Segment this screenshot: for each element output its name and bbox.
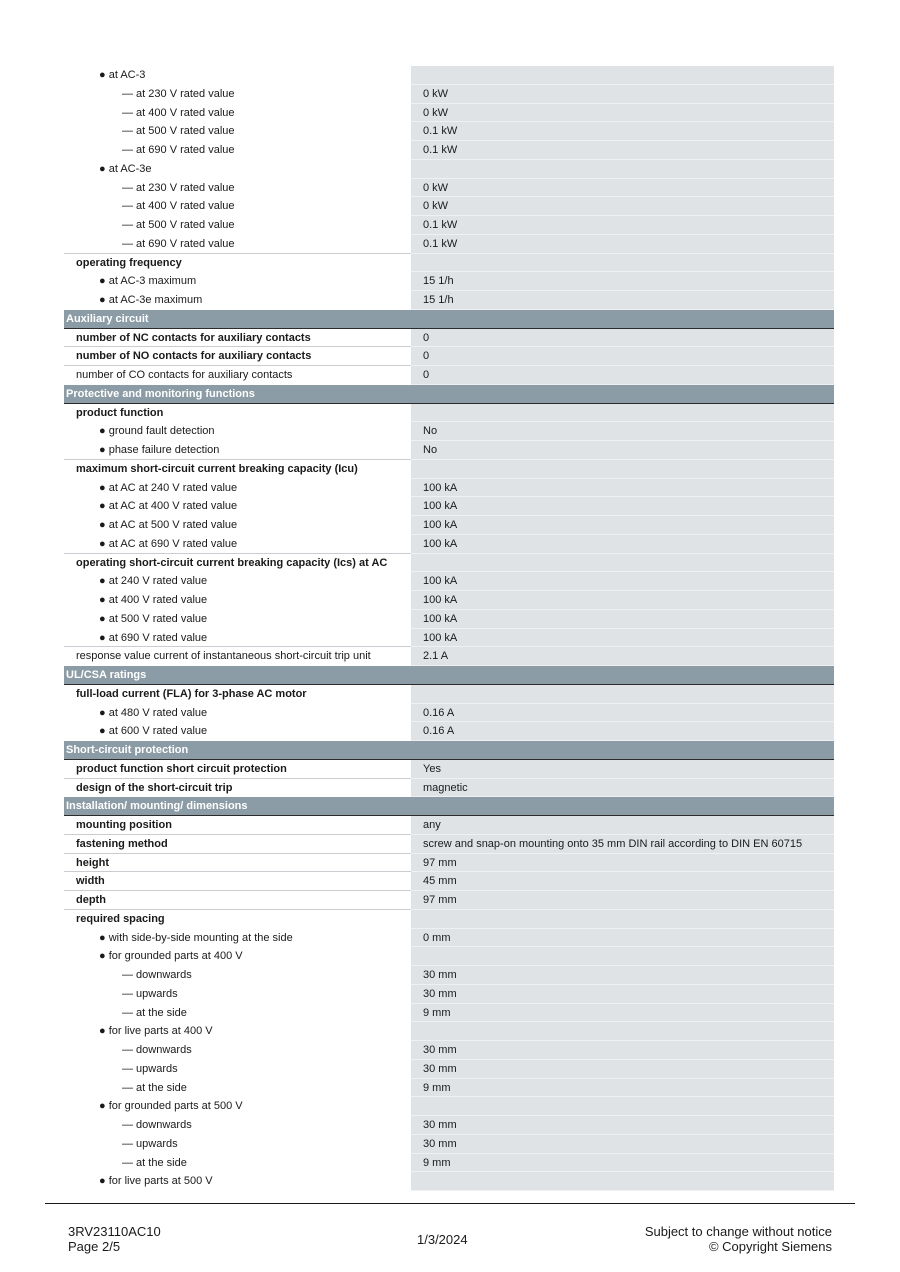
spec-label: — at the side [122,1081,187,1094]
spec-row [64,554,834,573]
spec-value: 30 mm [411,985,834,1004]
spec-row [64,497,834,516]
spec-row [64,366,834,385]
spec-value: 100 kA [411,629,834,648]
spec-label: required spacing [76,912,165,925]
spec-value: 0.1 kW [411,235,834,254]
section-title: Installation/ mounting/ dimensions [66,800,248,813]
spec-label: — downwards [122,1044,192,1056]
spec-value: 30 mm [411,1041,834,1060]
spec-row [64,947,834,966]
spec-row [64,704,834,723]
spec-row [64,460,834,479]
spec-row [64,422,834,441]
spec-value: 0.16 A [411,704,834,723]
spec-row [64,722,834,741]
spec-value: 0 kW [411,179,834,198]
footer-left [68,1224,161,1254]
section-title: Auxiliary circuit [66,312,149,325]
spec-value: 0.1 kW [411,122,834,141]
spec-label: — at 690 V rated value [64,235,411,254]
spec-label: ● at AC at 500 V rated value [99,519,238,531]
spec-value [411,160,834,179]
spec-row [64,516,834,535]
spec-label: — at 230 V rated value [122,87,235,100]
spec-row [64,1041,834,1060]
spec-row [64,572,834,591]
spec-value: 9 mm [411,1079,834,1098]
spec-value [411,910,834,929]
spec-label: ● at 400 V rated value [99,594,208,606]
spec-label: height [64,854,411,873]
spec-label: ● with side-by-side mounting at the side [99,931,293,944]
spec-row [64,610,834,629]
spec-row [64,910,834,929]
spec-label: — at 500 V rated value [122,125,235,138]
spec-row [64,479,834,498]
spec-label: — upwards [122,1062,178,1075]
footer-right [645,1224,832,1254]
spec-row [64,1079,834,1098]
spec-value: 30 mm [411,966,834,985]
spec-value: magnetic [411,779,834,798]
spec-label: operating frequency [76,256,182,269]
spec-value [411,1097,834,1116]
spec-value: 100 kA [411,591,834,610]
spec-value: 45 mm [411,872,834,891]
spec-label: ● for live parts at 500 V [99,1175,213,1188]
section-header [64,741,834,760]
spec-row [64,441,834,460]
spec-value: 0.16 A [411,722,834,741]
spec-label: response value current of instantaneous short-circuit trip unit [76,650,371,663]
spec-label: ● at AC-3 maximum [99,275,197,288]
spec-row [64,835,834,854]
spec-value [411,254,834,273]
section-title: Protective and monitoring functions [66,387,255,400]
spec-value: 0 [411,347,834,366]
spec-label: fastening method [64,835,411,854]
spec-value: 9 mm [411,1154,834,1173]
spec-value: No [411,441,834,460]
spec-value: 0.1 kW [411,216,834,235]
spec-label: ● at AC at 240 V rated value [99,481,238,494]
spec-label: ● for grounded parts at 400 V [99,950,243,963]
spec-row [64,1060,834,1079]
spec-row [64,629,834,648]
spec-row [64,160,834,179]
section-header [64,310,834,329]
spec-table [64,66,834,1191]
spec-row [64,235,834,254]
section-header [64,797,834,816]
spec-label: ● at AC-3e [99,162,152,175]
spec-row [64,1135,834,1154]
spec-label: ● at 240 V rated value [99,575,208,588]
spec-value [411,554,834,573]
spec-value: 0 kW [411,85,834,104]
spec-value: 30 mm [411,1135,834,1154]
spec-label: product function short circuit protection [64,760,411,779]
spec-row [64,891,834,910]
spec-value: 0 [411,366,834,385]
spec-row [64,854,834,873]
spec-row [64,122,834,141]
spec-value: 97 mm [411,854,834,873]
spec-label: number of CO contacts for auxiliary contacts [76,369,293,381]
spec-row [64,1116,834,1135]
spec-row [64,404,834,423]
spec-row [64,760,834,779]
spec-label: width [64,872,411,891]
spec-row [64,347,834,366]
spec-label: — downwards [122,969,192,981]
spec-label: ● at AC-3e maximum [99,294,203,306]
spec-row [64,872,834,891]
spec-label: — at 400 V rated value [122,200,235,213]
spec-row [64,1172,834,1191]
spec-value: screw and snap-on mounting onto 35 mm DIN rail according to DIN EN 60715 [411,835,834,854]
spec-value: 100 kA [411,535,834,554]
section-header [64,666,834,685]
spec-value: 0.1 kW [411,141,834,160]
spec-value: Yes [411,760,834,779]
spec-row [64,779,834,798]
spec-label: full-load current (FLA) for 3-phase AC motor [76,687,307,700]
spec-label: depth [64,891,411,910]
section-header [64,385,834,404]
page-number: Page 2/5 [68,1239,121,1254]
spec-row [64,291,834,310]
spec-value: 30 mm [411,1116,834,1135]
spec-label: ● at 600 V rated value [99,725,208,738]
spec-label: ● phase failure detection [64,441,411,460]
copyright: © Copyright Siemens [708,1239,832,1254]
spec-value: 100 kA [411,479,834,498]
spec-label: — at 500 V rated value [122,219,235,231]
spec-row [64,179,834,198]
spec-label: design of the short-circuit trip [76,781,233,794]
spec-label: — at 230 V rated value [122,181,235,194]
spec-label: ● at 690 V rated value [64,629,411,648]
spec-label: ● at AC at 400 V rated value [99,500,238,513]
spec-row [64,254,834,273]
spec-label: operating short-circuit current breaking capacity (Ics) at AC [76,556,388,569]
spec-value: 97 mm [411,891,834,910]
spec-value: 100 kA [411,610,834,629]
spec-label: — at 400 V rated value [122,106,235,119]
spec-label: — downwards [122,1119,192,1131]
spec-row [64,85,834,104]
article-number: 3RV23110AC10 [68,1224,161,1239]
spec-value: 30 mm [411,1060,834,1079]
spec-value [411,1172,834,1191]
spec-label: number of NC contacts for auxiliary contacts [64,329,411,348]
spec-row [64,1097,834,1116]
spec-label: maximum short-circuit current breaking capacity (Icu) [76,462,358,475]
spec-label: — at the side [122,1006,187,1019]
spec-label: — at 690 V rated value [122,144,235,156]
spec-row [64,647,834,666]
spec-label: ● at 500 V rated value [99,612,208,625]
spec-value [411,404,834,423]
spec-row [64,66,834,85]
change-notice: Subject to change without notice [644,1224,832,1239]
spec-label: product function [76,406,164,419]
spec-row [64,966,834,985]
spec-row [64,535,834,554]
spec-value: 0 mm [411,929,834,948]
footer-divider [45,1203,855,1204]
spec-label: ● at AC at 690 V rated value [64,535,411,554]
spec-value: 0 kW [411,104,834,123]
spec-value [411,947,834,966]
spec-value [411,1022,834,1041]
spec-label: ● at AC-3 [99,69,146,81]
spec-row [64,197,834,216]
spec-value [411,460,834,479]
spec-row [64,104,834,123]
spec-row [64,1022,834,1041]
spec-value: 2.1 A [411,647,834,666]
spec-row [64,591,834,610]
spec-value [411,66,834,85]
footer-date: 1/3/2024 [417,1232,468,1247]
spec-row [64,272,834,291]
spec-value: 100 kA [411,516,834,535]
spec-label: ● ground fault detection [99,425,215,438]
spec-row [64,329,834,348]
spec-row [64,1154,834,1173]
spec-value: any [411,816,834,835]
spec-row [64,816,834,835]
spec-value: 15 1/h [411,272,834,291]
spec-value: 100 kA [411,572,834,591]
spec-label: ● at 480 V rated value [99,706,208,719]
spec-value: 15 1/h [411,291,834,310]
spec-label: — at the side [122,1156,187,1169]
spec-label: mounting position [64,816,411,835]
spec-row [64,1004,834,1023]
spec-row [64,985,834,1004]
spec-label: ● for live parts at 400 V [99,1025,213,1038]
spec-label: — upwards [122,987,178,1000]
spec-label: — upwards [122,1137,178,1150]
spec-value: 0 kW [411,197,834,216]
spec-label: ● for grounded parts at 500 V [99,1100,243,1113]
section-title: UL/CSA ratings [66,669,147,681]
spec-row [64,216,834,235]
spec-row [64,141,834,160]
spec-value: 9 mm [411,1004,834,1023]
spec-value [411,685,834,704]
spec-label: number of NO contacts for auxiliary contacts [64,347,411,366]
spec-value: 100 kA [411,497,834,516]
spec-value: No [411,422,834,441]
section-title: Short-circuit protection [66,744,189,756]
spec-value: 0 [411,329,834,348]
spec-row [64,929,834,948]
spec-row [64,685,834,704]
